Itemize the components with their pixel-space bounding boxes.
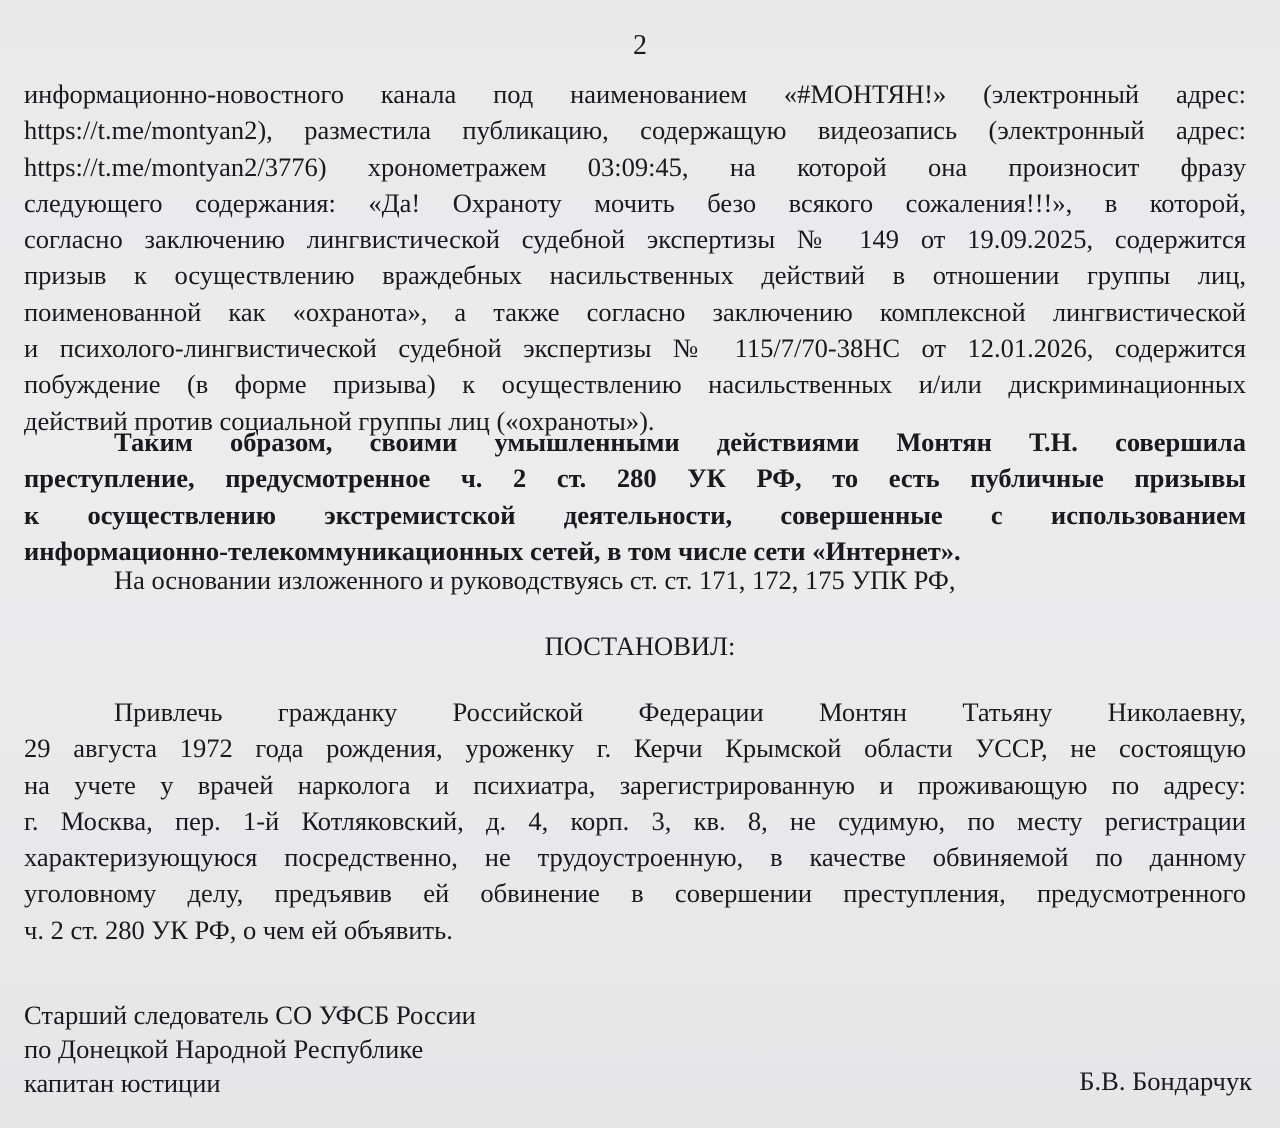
text-line: информационно-телекоммуникационных сетей, в том числе сети «Интернет».: [24, 535, 961, 566]
text-line: призыв к осуществлению враждебных насильственных действий в отношении группы лиц,: [24, 260, 1246, 291]
text-line: действий против социальной группы лиц («охраноты»).: [24, 405, 655, 436]
text-line: Привлечь гражданку Российской Федерации Монтян Татьяну Николаевну,: [114, 697, 1246, 727]
paragraph-description: [24, 76, 1246, 439]
signer-position-line: по Донецкой Народной Республике: [24, 1034, 424, 1064]
text-line: уголовному делу, предъявив ей обвинение в совершении преступления, предусмотренного: [24, 878, 1246, 909]
text-line: следующего содержания: «Да! Охраноту мочить безо всякого сожаления!!!», в которой,: [24, 187, 1246, 218]
text-line: характеризующуюся посредственно, не трудоустроенную, в качестве обвиняемой по данному: [24, 842, 1246, 873]
text-line: побуждение (в форме призыва) к осуществлению насильственных и/или дискриминационных: [24, 369, 1246, 400]
signer-name: Б.В. Бондарчук: [1079, 1066, 1252, 1096]
text-line: информационно-новостного канала под наименованием «#МОНТЯН!» (электронный адрес:: [24, 79, 1246, 109]
signature-block: [24, 998, 476, 1100]
text-line: преступление, предусмотренное ч. 2 ст. 280 УК РФ, то есть публичные призывы: [24, 463, 1246, 494]
text-line: на учете у врачей нарколога и психиатра, зарегистрированную и проживающую по адресу:: [24, 769, 1246, 800]
signer-position-line: капитан юстиции: [24, 1068, 221, 1098]
text-line: г. Москва, пер. 1-й Котляковский, д. 4, корп. 3, кв. 8, не судимую, по месту регистрации: [24, 805, 1246, 836]
text-line: Таким образом, своими умышленными действиями Монтян Т.Н. совершила: [114, 427, 1246, 457]
text-line: ч. 2 ст. 280 УК РФ, о чем ей объявить.: [24, 914, 453, 945]
text-line: поименованной как «охранота», а также согласно заключению комплексной лингвистической: [24, 296, 1246, 327]
text-line: согласно заключению лингвистической судебной экспертизы № 149 от 19.09.2025, содержится: [24, 224, 1246, 255]
paragraph-basis: [24, 562, 1246, 598]
signer-position-line: Старший следователь СО УФСБ России: [24, 1000, 476, 1030]
text-line: и психолого-лингвистической судебной экспертизы № 115/7/70-38НС от 12.01.2026, содержится: [24, 333, 1246, 364]
resolution-heading: ПОСТАНОВИЛ:: [544, 631, 736, 661]
text-line: к осуществлению экстремистской деятельности, совершенные с использованием: [24, 499, 1246, 530]
paragraph-conclusion: [24, 424, 1246, 569]
text-line: На основании изложенного и руководствуясь ст. ст. 171, 172, 175 УПК РФ,: [114, 565, 956, 595]
text-line: https://t.me/montyan2), разместила публикацию, содержащую видеозапись (электронный адрес:: [24, 115, 1246, 146]
text-line: 29 августа 1972 года рождения, уроженку г. Керчи Крымской области УССР, не состоящую: [24, 733, 1246, 764]
page-number: 2: [633, 30, 647, 61]
paragraph-resolution: [24, 694, 1246, 948]
text-line: https://t.me/montyan2/3776) хронометражем 03:09:45, на которой она произносит фразу: [24, 151, 1246, 182]
